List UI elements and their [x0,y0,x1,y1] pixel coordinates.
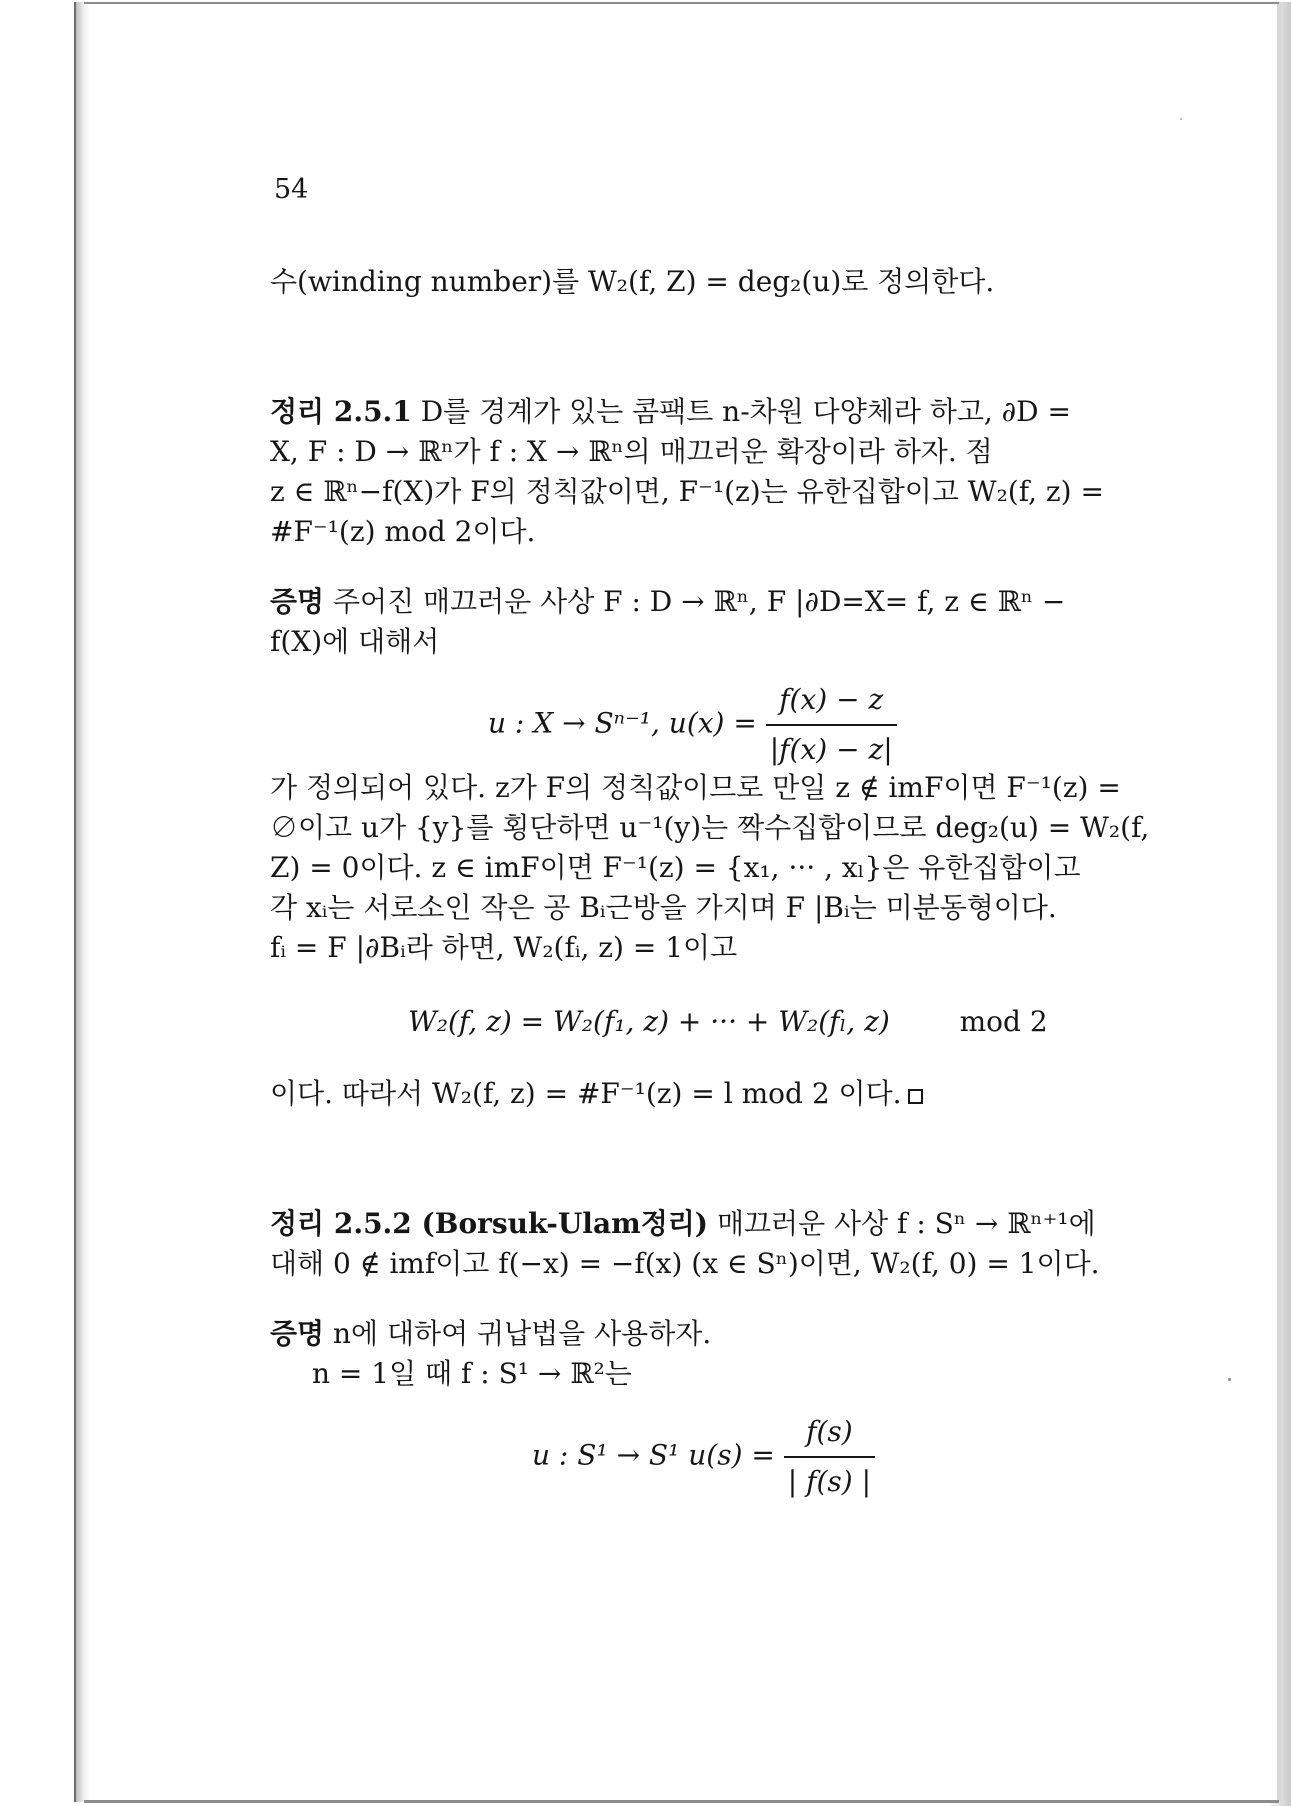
proof-line: 가 정의되어 있다. z가 F의 정칙값이므로 만일 z ∉ imF이면 F⁻¹(z) = [270,771,1121,804]
equation-left: u : X → Sⁿ⁻¹, u(x) = [488,706,757,740]
theorem-line: 대해 0 ∉ imf이고 f(−x) = −f(x) (x ∈ Sⁿ)이면, W₂(f, 0) = 1이다. [270,1247,1100,1280]
theorem-text: D를 경계가 있는 콤팩트 n-차원 다양체라 하고, ∂D = [411,395,1071,428]
fraction-denominator: | f(s) | [787,1465,872,1498]
proof-line [270,582,1065,622]
proof-label: 증명 [270,1317,325,1350]
proof-text: 이다. 따라서 W₂(f, z) = #F⁻¹(z) = l mod 2 이다. [270,1077,902,1110]
text-line: 수(winding number)를 W₂(f, Z) = deg₂(u)로 정의한다. [270,265,995,298]
page-edge [74,2,90,1802]
fraction-numerator: f(s) [784,1412,875,1458]
proof-conclusion [270,1074,923,1114]
proof-text: 주어진 매끄러운 사상 F : D → ℝⁿ, F |∂D=X= f, z ∈ ℝⁿ − [324,585,1066,618]
proof-line: fᵢ = F |∂Bᵢ라 하면, W₂(fᵢ, z) = 1이고 [270,931,738,964]
fraction [766,680,897,770]
proof-line: n = 1일 때 f : S¹ → ℝ²는 [312,1357,632,1390]
proof-line: ∅이고 u가 {y}를 횡단하면 u⁻¹(y)는 짝수집합이므로 deg₂(u) = W₂(f, [270,811,1150,844]
equation-u-circle [532,1412,875,1502]
equation-u-definition [488,680,897,770]
fraction-denominator: |f(x) − z| [769,733,893,766]
theorem-line: X, F : D → ℝⁿ가 f : X → ℝⁿ의 매끄러운 확장이라 하자. 점 [270,435,993,468]
page-bottom-border [84,1800,1279,1803]
theorem-line: #F⁻¹(z) mod 2이다. [270,515,536,548]
fraction-numerator: f(x) − z [766,680,897,726]
page-speck [1180,118,1182,120]
proof-text: n에 대하여 귀납법을 사용하자. [324,1317,712,1350]
qed-icon [908,1089,923,1104]
fraction [784,1412,875,1502]
equation-left: u : S¹ → S¹ u(s) = [532,1438,775,1472]
equation-winding-sum [408,1002,1048,1042]
proof-line [270,1314,711,1354]
theorem-line: z ∈ ℝⁿ−f(X)가 F의 정칙값이면, F⁻¹(z)는 유한집합이고 W₂(f, z) = [270,475,1104,508]
proof-line: Z) = 0이다. z ∈ imF이면 F⁻¹(z) = {x₁, ··· , xₗ}은 유한집합이고 [270,851,1081,884]
theorem-label: 정리 2.5.2 (Borsuk-Ulam정리) [270,1207,709,1240]
theorem-text: 매끄러운 사상 f : Sⁿ → ℝⁿ⁺¹에 [708,1207,1096,1240]
page-speck [1228,1378,1231,1381]
theorem-label: 정리 2.5.1 [270,395,412,428]
theorem-line [270,1204,1096,1244]
proof-line: f(X)에 대해서 [270,625,440,658]
proof-line: 각 xᵢ는 서로소인 작은 공 Bᵢ근방을 가지며 F |Bᵢ는 미분동형이다. [270,891,1057,924]
theorem-line [270,392,1071,432]
equation-mod: mod 2 [959,1005,1048,1038]
equation-body: W₂(f, z) = W₂(f₁, z) + ··· + W₂(fₗ, z) [408,1005,890,1038]
page-top-border [84,2,1279,4]
proof-label: 증명 [270,585,325,618]
page-number: 54 [274,174,309,205]
